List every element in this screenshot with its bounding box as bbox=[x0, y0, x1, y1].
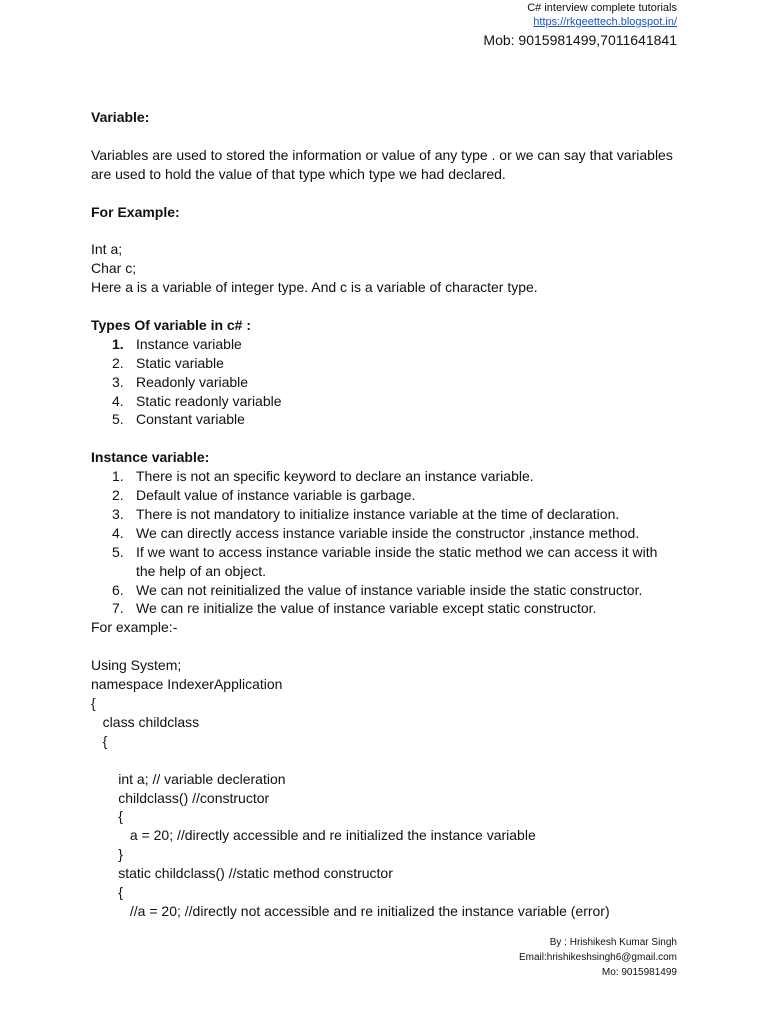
page-footer bbox=[519, 935, 677, 980]
example-line: Int a; bbox=[91, 241, 123, 258]
code-line: //a = 20; //directly not accessible and re initialized the instance variable (error) bbox=[91, 902, 610, 919]
page-header bbox=[483, 0, 677, 50]
header-mobile: Mob: 9015981499,7011641841 bbox=[483, 32, 677, 48]
code-line: class childclass bbox=[91, 713, 200, 730]
list-text: There is not mandatory to initialize instance variable at the time of declaration. bbox=[136, 505, 620, 522]
list-number: 1. bbox=[112, 335, 124, 352]
list-item bbox=[91, 581, 691, 600]
code-line: { bbox=[91, 695, 96, 711]
list-text: Static variable bbox=[136, 354, 224, 371]
example-heading: For Example: bbox=[91, 203, 180, 220]
list-text: Static readonly variable bbox=[136, 392, 282, 409]
footer-mobile: Mo: 9015981499 bbox=[601, 967, 677, 978]
code-line: { bbox=[91, 808, 123, 825]
list-text: We can not reinitialized the value of instance variable inside the static constructor. bbox=[136, 581, 643, 598]
example-line: Char c; bbox=[91, 260, 137, 277]
list-item bbox=[91, 410, 691, 429]
instance-points-list bbox=[91, 467, 691, 618]
example-line: Here a is a variable of integer type. And c is a variable of character type. bbox=[91, 279, 538, 296]
list-number: 3. bbox=[112, 373, 124, 390]
list-item bbox=[91, 524, 691, 543]
code-line: } bbox=[91, 846, 123, 863]
list-number: 5. bbox=[112, 543, 124, 560]
variable-description-line-1: Variables are used to stored the information or value of any type . or we can say that variables bbox=[91, 146, 673, 163]
list-number: 1. bbox=[112, 468, 124, 485]
list-item bbox=[91, 467, 691, 486]
code-line: childclass() //constructor bbox=[91, 789, 270, 806]
code-line: { bbox=[91, 732, 108, 749]
list-number: 7. bbox=[112, 600, 124, 617]
list-text: There is not an specific keyword to declare an instance variable. bbox=[136, 468, 534, 485]
footer-email: Email:hrishikeshsingh6@gmail.com bbox=[519, 952, 677, 963]
code-line: static childclass() //static method constructor bbox=[91, 865, 393, 882]
list-item bbox=[91, 486, 691, 505]
instance-heading: Instance variable: bbox=[91, 449, 210, 466]
list-number: 5. bbox=[112, 411, 124, 428]
code-sample bbox=[91, 656, 691, 921]
document-body bbox=[91, 108, 691, 921]
variable-description-line-2: are used to hold the value of that type which type we had declared. bbox=[91, 165, 506, 182]
code-line: a = 20; //directly accessible and re initialized the instance variable bbox=[91, 827, 536, 844]
list-item bbox=[91, 505, 691, 524]
footer-author: By : Hrishikesh Kumar Singh bbox=[549, 937, 677, 948]
for-example-label: For example:- bbox=[91, 619, 178, 636]
variable-heading: Variable: bbox=[91, 109, 150, 125]
list-item bbox=[91, 335, 691, 354]
code-line: { bbox=[91, 884, 123, 901]
list-item bbox=[91, 373, 691, 392]
list-item bbox=[91, 599, 691, 618]
code-line: int a; // variable decleration bbox=[91, 770, 286, 787]
site-title: C# interview complete tutorials bbox=[527, 2, 677, 14]
site-url-link[interactable]: https://rkgeettech.blogspot.in/ bbox=[533, 16, 677, 28]
list-item bbox=[91, 543, 676, 581]
list-text: Default value of instance variable is garbage. bbox=[136, 487, 416, 504]
types-heading: Types Of variable in c# : bbox=[91, 316, 252, 333]
list-number: 6. bbox=[112, 581, 124, 598]
list-text: If we want to access instance variable inside the static method we can access it with the help of an object. bbox=[136, 543, 658, 579]
list-item bbox=[91, 354, 691, 373]
list-text: We can re initialize the value of instance variable except static constructor. bbox=[136, 600, 597, 617]
code-line bbox=[91, 751, 691, 770]
code-line: Using System; bbox=[91, 657, 182, 674]
code-line: namespace IndexerApplication bbox=[91, 676, 283, 693]
list-item bbox=[91, 392, 691, 411]
list-number: 2. bbox=[112, 487, 124, 504]
list-text: We can directly access instance variable inside the constructor ,instance method. bbox=[136, 524, 640, 541]
list-text: Constant variable bbox=[136, 411, 245, 428]
list-text: Instance variable bbox=[136, 335, 242, 352]
types-list bbox=[91, 335, 691, 430]
list-text: Readonly variable bbox=[136, 373, 249, 390]
list-number: 4. bbox=[112, 392, 124, 409]
list-number: 3. bbox=[112, 505, 124, 522]
list-number: 2. bbox=[112, 354, 124, 371]
list-number: 4. bbox=[112, 524, 124, 541]
